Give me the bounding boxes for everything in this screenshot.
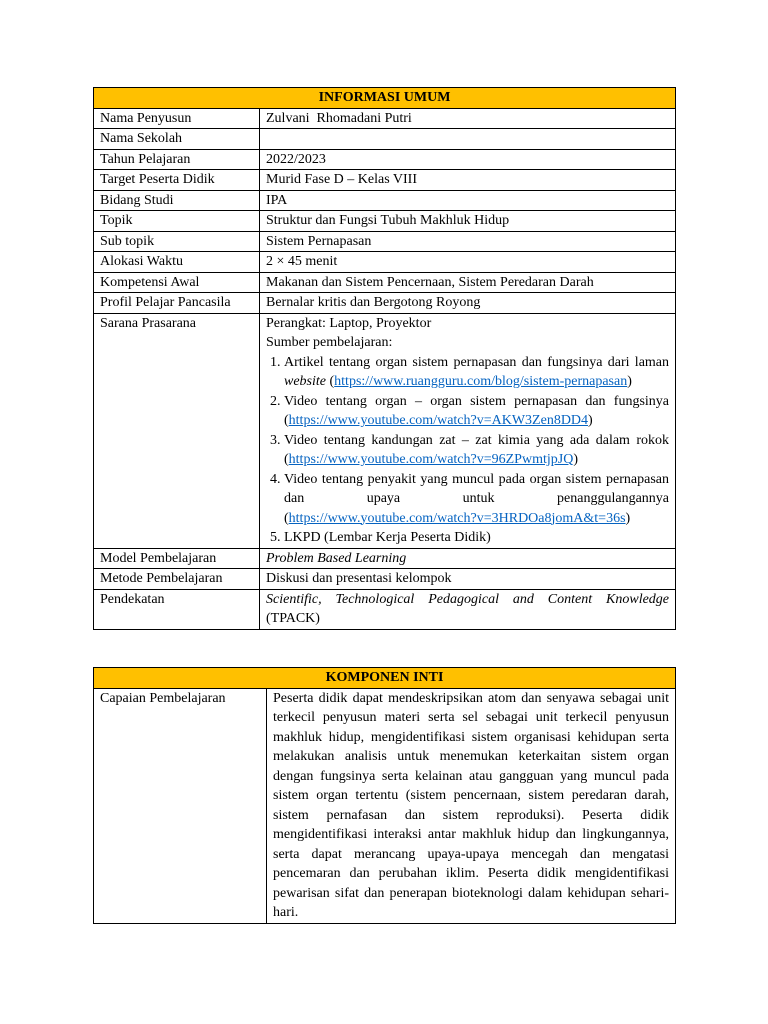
row-label: Nama Penyusun <box>94 108 260 129</box>
row-value: Problem Based Learning <box>260 548 676 569</box>
table-row <box>94 190 676 211</box>
row-label: Kompetensi Awal <box>94 272 260 293</box>
row-label: Topik <box>94 211 260 232</box>
row-value: 2022/2023 <box>260 149 676 170</box>
list-item: 1. Artikel tentang organ sistem pernapasan dan fungsinya dari laman website (https://www.ruangguru.com/blog/sistem-pernapasan) <box>284 353 669 392</box>
row-label: Capaian Pembelajaran <box>94 688 267 923</box>
row-label: Pendekatan <box>94 589 260 629</box>
row-label: Tahun Pelajaran <box>94 149 260 170</box>
sarana-prasarana-row <box>94 313 676 548</box>
row-value: Makanan dan Sistem Pencernaan, Sistem Peredaran Darah <box>260 272 676 293</box>
row-value: 2 × 45 menit <box>260 252 676 273</box>
row-label: Profil Pelajar Pancasila <box>94 293 260 314</box>
row-label: Target Peserta Didik <box>94 170 260 191</box>
row-value: Zulvani Rhomadani Putri <box>260 108 676 129</box>
item-italic-text: website <box>284 374 326 389</box>
table-row <box>94 149 676 170</box>
table-row <box>94 108 676 129</box>
sarana-prasarana-value <box>260 313 676 548</box>
row-label: Metode Pembelajaran <box>94 569 260 590</box>
table-row <box>94 589 676 629</box>
table-row <box>94 569 676 590</box>
sumber-list <box>266 353 669 548</box>
pendekatan-rest: (TPACK) <box>266 611 320 626</box>
capaian-text: Peserta didik dapat mendeskripsikan atom dan senyawa sebagai unit terkecil penyusun materi serta sel sebagai unit terkecil penyusun makhluk hidup, mengidentifikasi sistem organisasi kehidupan serta melakukan analisis untuk menemukan keterkaitan sistem organ dengan fungsinya serta kelainan atau gangguan yang muncul pada sistem organ tertentu (sistem pencernaan, sistem peredaran darah, sistem pernafasan dan sistem reproduksi). Peserta didik mengidentifikasi interaksi antar makhluk hidup dan lingkungannya, serta dapat merancang upaya-upaya mencegah dan mengatasi pencemaran dan perubahan iklim. Peserta didik mengidentifikasi pewarisan sifat dan penerapan bioteknologi dalam kehidupan sehari-hari. <box>267 688 676 923</box>
row-value: Diskusi dan presentasi kelompok <box>260 569 676 590</box>
komponen-inti-header: KOMPONEN INTI <box>94 668 676 689</box>
source-link[interactable]: https://www.youtube.com/watch?v=3HRDOa8jomA&t=36s <box>288 510 626 526</box>
table-row <box>94 252 676 273</box>
row-label: Model Pembelajaran <box>94 548 260 569</box>
row-value: Murid Fase D – Kelas VIII <box>260 170 676 191</box>
pendekatan-italic: Scientific, Technological Pedagogical and Content Knowledge <box>266 591 670 607</box>
list-item: 2. Video tentang organ – organ sistem pernapasan dan fungsinya (https://www.youtube.com/watch?v=AKW3Zen8DD4) <box>284 392 669 431</box>
row-value: IPA <box>260 190 676 211</box>
row-label: Alokasi Waktu <box>94 252 260 273</box>
item-text: Artikel tentang organ sistem pernapasan dan fungsinya dari laman <box>284 354 670 370</box>
table-row <box>94 231 676 252</box>
row-label: Bidang Studi <box>94 190 260 211</box>
informasi-umum-table <box>93 87 676 630</box>
list-item <box>284 528 669 548</box>
informasi-umum-header: INFORMASI UMUM <box>94 88 676 109</box>
item-text: Video tentang penyakit yang muncul pada organ sistem pernapasan dan upaya untuk penanggulangannya <box>284 471 670 506</box>
table-row <box>94 170 676 191</box>
item-text: Video tentang kandungan zat – zat kimia yang ada dalam rokok <box>284 432 670 448</box>
row-value <box>260 589 676 629</box>
table-row <box>94 293 676 314</box>
item-text: LKPD (Lembar Kerja Peserta Didik) <box>284 530 491 545</box>
perangkat-text: Perangkat: Laptop, Proyektor <box>266 315 432 331</box>
table-row <box>94 211 676 232</box>
row-value: Struktur dan Fungsi Tubuh Makhluk Hidup <box>260 211 676 232</box>
list-item: 3. Video tentang kandungan zat – zat kimia yang ada dalam rokok (https://www.youtube.com/watch?v=96ZPwmtjpJQ) <box>284 431 669 470</box>
row-value: Bernalar kritis dan Bergotong Royong <box>260 293 676 314</box>
table-row <box>94 548 676 569</box>
source-link[interactable]: https://www.youtube.com/watch?v=96ZPwmtjpJQ <box>288 452 574 467</box>
item-text: Video tentang organ – organ sistem pernapasan dan fungsinya <box>284 393 670 409</box>
row-label: Sub topik <box>94 231 260 252</box>
source-link[interactable]: https://www.youtube.com/watch?v=AKW3Zen8DD4 <box>288 413 589 428</box>
source-link[interactable]: https://www.ruangguru.com/blog/sistem-pernapasan <box>334 374 628 389</box>
table-row <box>94 129 676 150</box>
table-row <box>94 688 676 923</box>
table-row <box>94 272 676 293</box>
list-item: 4. Video tentang penyakit yang muncul pada organ sistem pernapasan dan upaya untuk penanggulangannya (https://www.youtube.com/watch?v=3HRDOa8jomA&t=36s) <box>284 470 669 529</box>
row-label: Sarana Prasarana <box>94 313 260 548</box>
komponen-inti-table <box>93 667 676 924</box>
row-value <box>260 129 676 150</box>
row-label: Nama Sekolah <box>94 129 260 150</box>
row-value: Sistem Pernapasan <box>260 231 676 252</box>
sumber-heading: Sumber pembelajaran: <box>266 335 393 350</box>
